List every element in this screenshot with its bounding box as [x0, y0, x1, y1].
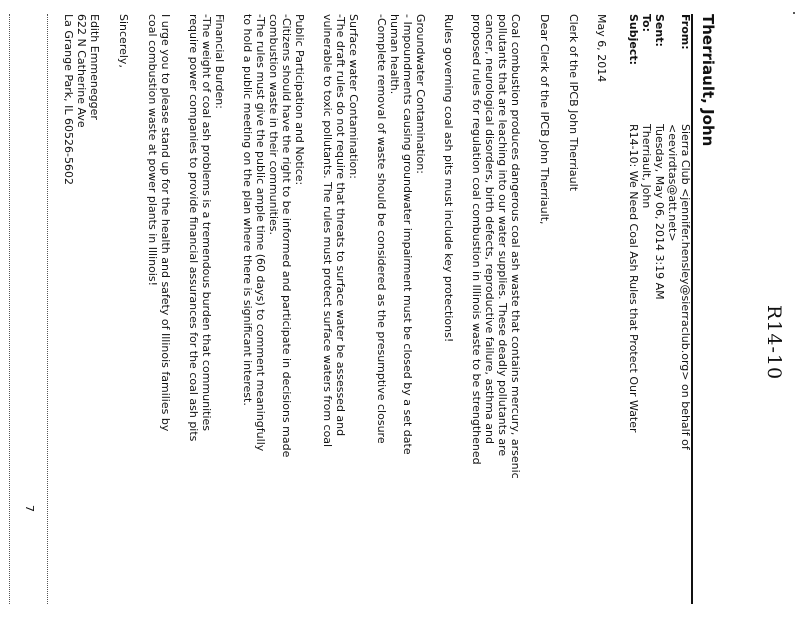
paragraph-line: Coal combustion produces dangerous coal ash waste that contains mercury, arsenic [509, 14, 522, 479]
sent-label: Sent: [653, 14, 666, 47]
sent-value: Tuesday, May 06, 2014 3:19 AM [653, 124, 666, 300]
paragraph-line: -The draft rules do not require that threats to surface water be assessed and [334, 14, 347, 437]
letter-salutation: Dear Clerk of the IPCB John Therriault, [538, 14, 551, 225]
subject-label: Subject: [627, 14, 640, 66]
paragraph-line: - Impoundments causing groundwater impairment must be closed by a set date [401, 14, 414, 455]
paragraph-line: coal combustion waste at power plants in Illinois! [146, 14, 159, 287]
signature-name: Edith Emmenegger [88, 14, 101, 120]
paragraph-line: Rules governing coal ash pits must include key protections! [442, 14, 455, 343]
letter-date: May 6, 2014 [595, 14, 608, 83]
signature-city: La Grange Park, IL 60526-5602 [62, 14, 75, 185]
scan-speck [793, 12, 795, 14]
paragraph-line: vulnerable to toxic pollutants. The rules must protect surface waters from coal [321, 14, 334, 448]
paragraph-line: -The weight of coal ash problems is a tremendous burden that communities [200, 14, 213, 432]
paragraph-line: combustion waste in their communities. [267, 14, 280, 236]
paragraph-line: proposed rules for regulation coal combustion in Illinois waste to be strengthened [470, 14, 483, 465]
to-label: To: [640, 14, 653, 32]
section-heading: Groundwater Contamination: [414, 14, 427, 174]
paragraph-line: -Complete removal of waste should be considered as the presumptive closure [375, 14, 388, 444]
sender-header-name: Therriault, John [699, 14, 717, 147]
paragraph-line: cancer, neurological disorders, birth defects, reproductive failure, asthma and [483, 14, 496, 444]
paragraph-line: I urge you to please stand up for the health and safety of Illinois families by [159, 14, 172, 432]
to-value: Therriault, John [640, 124, 653, 209]
document-id: R14-10 [763, 305, 785, 381]
from-value: Sierra Club <jennifer.hensley@sierraclub.org> on behalf of [679, 124, 692, 450]
footer-dotted-rule [47, 14, 48, 604]
paragraph-line: require power companies to provide financial assurances for the coal ash pits [187, 14, 200, 442]
subject-value: R14-10: We Need Coal Ash Rules that Protect Our Water [627, 124, 640, 433]
paragraph-line: human health. [388, 14, 401, 95]
section-heading: Public Participation and Notice: [293, 14, 306, 186]
section-heading: Financial Burden: [213, 14, 226, 109]
paragraph-line: -Citizens should have the right to be informed and participate in decisions made [280, 14, 293, 458]
from-value-cont: <eevirdtas@att.net> [666, 124, 679, 242]
letter-to-line: Clerk of the IPCB John Therriault [567, 14, 580, 192]
paragraph-line: pollutants that are leaching into our water supplies. These deadly pollutants are [496, 14, 509, 457]
paragraph-line: -The rules must give the public ample time (60 days) to comment meaningfully [254, 14, 267, 452]
letter-signoff: Sincerely, [117, 14, 130, 68]
page-number: 7 [23, 505, 36, 512]
section-heading: Surface water Contamination: [347, 14, 360, 179]
paragraph-line: to hold a public meeting on the plan where there is significant interest. [241, 14, 254, 406]
signature-address: 622 N Catherine Ave [75, 14, 88, 128]
edge-dotted-rule [9, 14, 10, 604]
from-label: From: [679, 14, 692, 50]
